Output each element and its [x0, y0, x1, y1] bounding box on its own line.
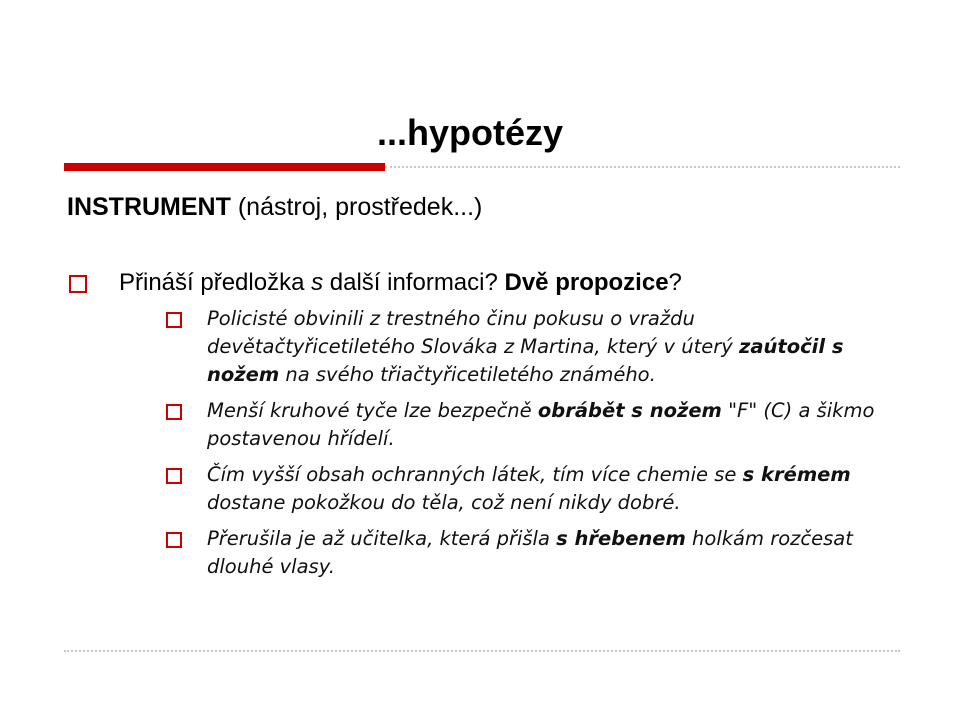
example-item: [163, 305, 883, 389]
example-text: na svého třiačtyřicetiletého známého.: [279, 363, 656, 386]
example-item: [163, 461, 883, 517]
top-divider: [385, 166, 900, 168]
question-suffix: ?: [668, 269, 682, 296]
example-item: [163, 525, 883, 581]
example-text: dostane pokožkou do těla, což není nikdy dobré.: [207, 491, 681, 514]
square-bullet-icon: [69, 275, 87, 293]
example-item: [163, 397, 883, 453]
example-highlight: s hřebenem: [556, 527, 686, 550]
example-text: Přerušila je až učitelka, která přišla: [207, 527, 557, 550]
question-prefix: Přináší předložka: [119, 269, 312, 296]
square-bullet-icon: [166, 468, 182, 484]
question-emphasis: Dvě propozice: [504, 269, 669, 296]
instrument-description: (nástroj, prostředek...): [230, 193, 483, 221]
example-text: Policisté obvinili z trestného činu pokusu o vraždu devětačtyřicetiletého Slováka z Martina, který v úterý: [207, 307, 740, 358]
slide-title: ...hypotézy: [377, 112, 564, 153]
instrument-heading: [67, 191, 482, 223]
example-text: Čím vyšší obsah ochranných látek, tím více chemie se: [207, 463, 743, 486]
question-item: [69, 267, 909, 299]
example-text: "F" (C) a šikmo postavenou hřídelí.: [207, 399, 875, 450]
instrument-label: INSTRUMENT: [67, 193, 231, 221]
example-text: Menší kruhové tyče lze bezpečně: [207, 399, 538, 422]
square-bullet-icon: [166, 312, 182, 328]
bottom-divider: [64, 650, 900, 652]
example-highlight: s krémem: [742, 463, 851, 486]
example-highlight: zaútočil s nožem: [207, 335, 844, 386]
example-sentence-list: [163, 305, 883, 589]
question-text: [119, 269, 682, 296]
question-preposition: s: [311, 269, 324, 296]
title-accent-bar: [64, 163, 385, 171]
square-bullet-icon: [166, 532, 182, 548]
example-highlight: obrábět s nožem: [537, 399, 722, 422]
square-bullet-icon: [166, 404, 182, 420]
question-middle: další informaci?: [323, 269, 505, 296]
example-text: holkám rozčesat dlouhé vlasy.: [207, 527, 853, 578]
